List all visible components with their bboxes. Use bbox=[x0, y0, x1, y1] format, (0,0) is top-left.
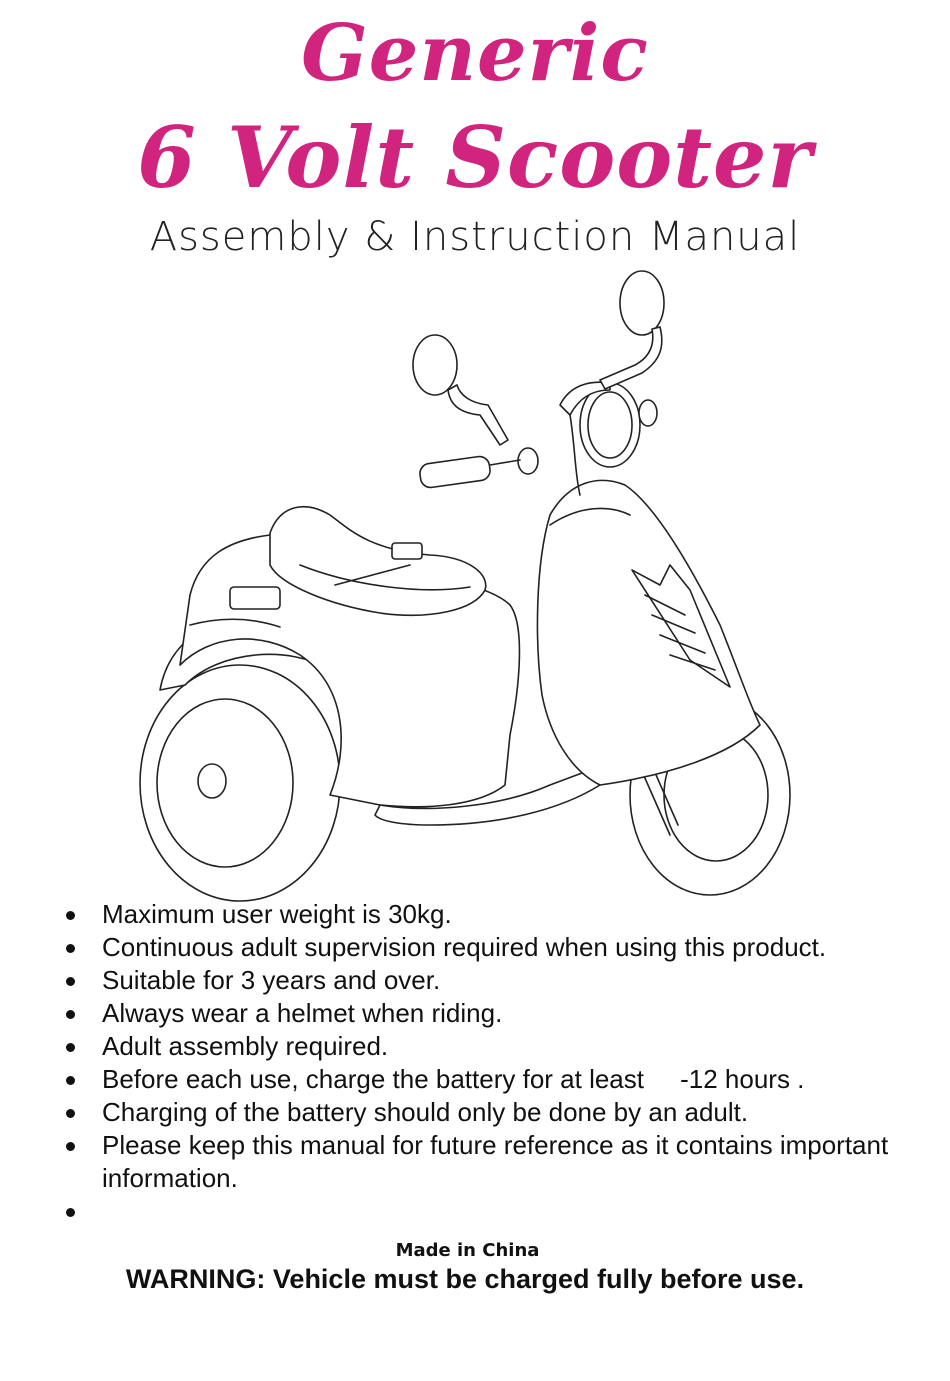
list-item: Continuous adult supervision required when using this product. bbox=[62, 931, 932, 964]
list-item: Maximum user weight is 30kg. bbox=[62, 898, 932, 931]
list-item: Suitable for 3 years and over. bbox=[62, 964, 932, 997]
warning-text: WARNING: Vehicle must be charged fully before use. bbox=[125, 1264, 805, 1294]
handlebar-grip bbox=[419, 455, 492, 489]
title-line-1: Generic bbox=[301, 8, 649, 99]
front-shield bbox=[537, 480, 760, 785]
mirror-left bbox=[413, 335, 508, 445]
list-item-empty bbox=[62, 1195, 932, 1228]
scooter-line-drawing-icon bbox=[130, 265, 810, 905]
safety-bullet-list bbox=[62, 898, 932, 1228]
list-item: Always wear a helmet when riding. bbox=[62, 997, 932, 1030]
subtitle: Assembly & Instruction Manual bbox=[149, 214, 801, 260]
rear-wheel bbox=[140, 665, 340, 901]
list-item: Please keep this manual for future reference as it contains important information. bbox=[62, 1129, 932, 1195]
title-line-2: 6 Volt Scooter bbox=[137, 108, 813, 207]
list-item: Adult assembly required. bbox=[62, 1030, 932, 1063]
mirror-right bbox=[600, 271, 664, 389]
list-item: Charging of the battery should only be done by an adult. bbox=[62, 1096, 932, 1129]
made-in-label: Made in China bbox=[395, 1240, 540, 1261]
list-item: Before each use, charge the battery for at least -12 hours . bbox=[62, 1063, 932, 1096]
